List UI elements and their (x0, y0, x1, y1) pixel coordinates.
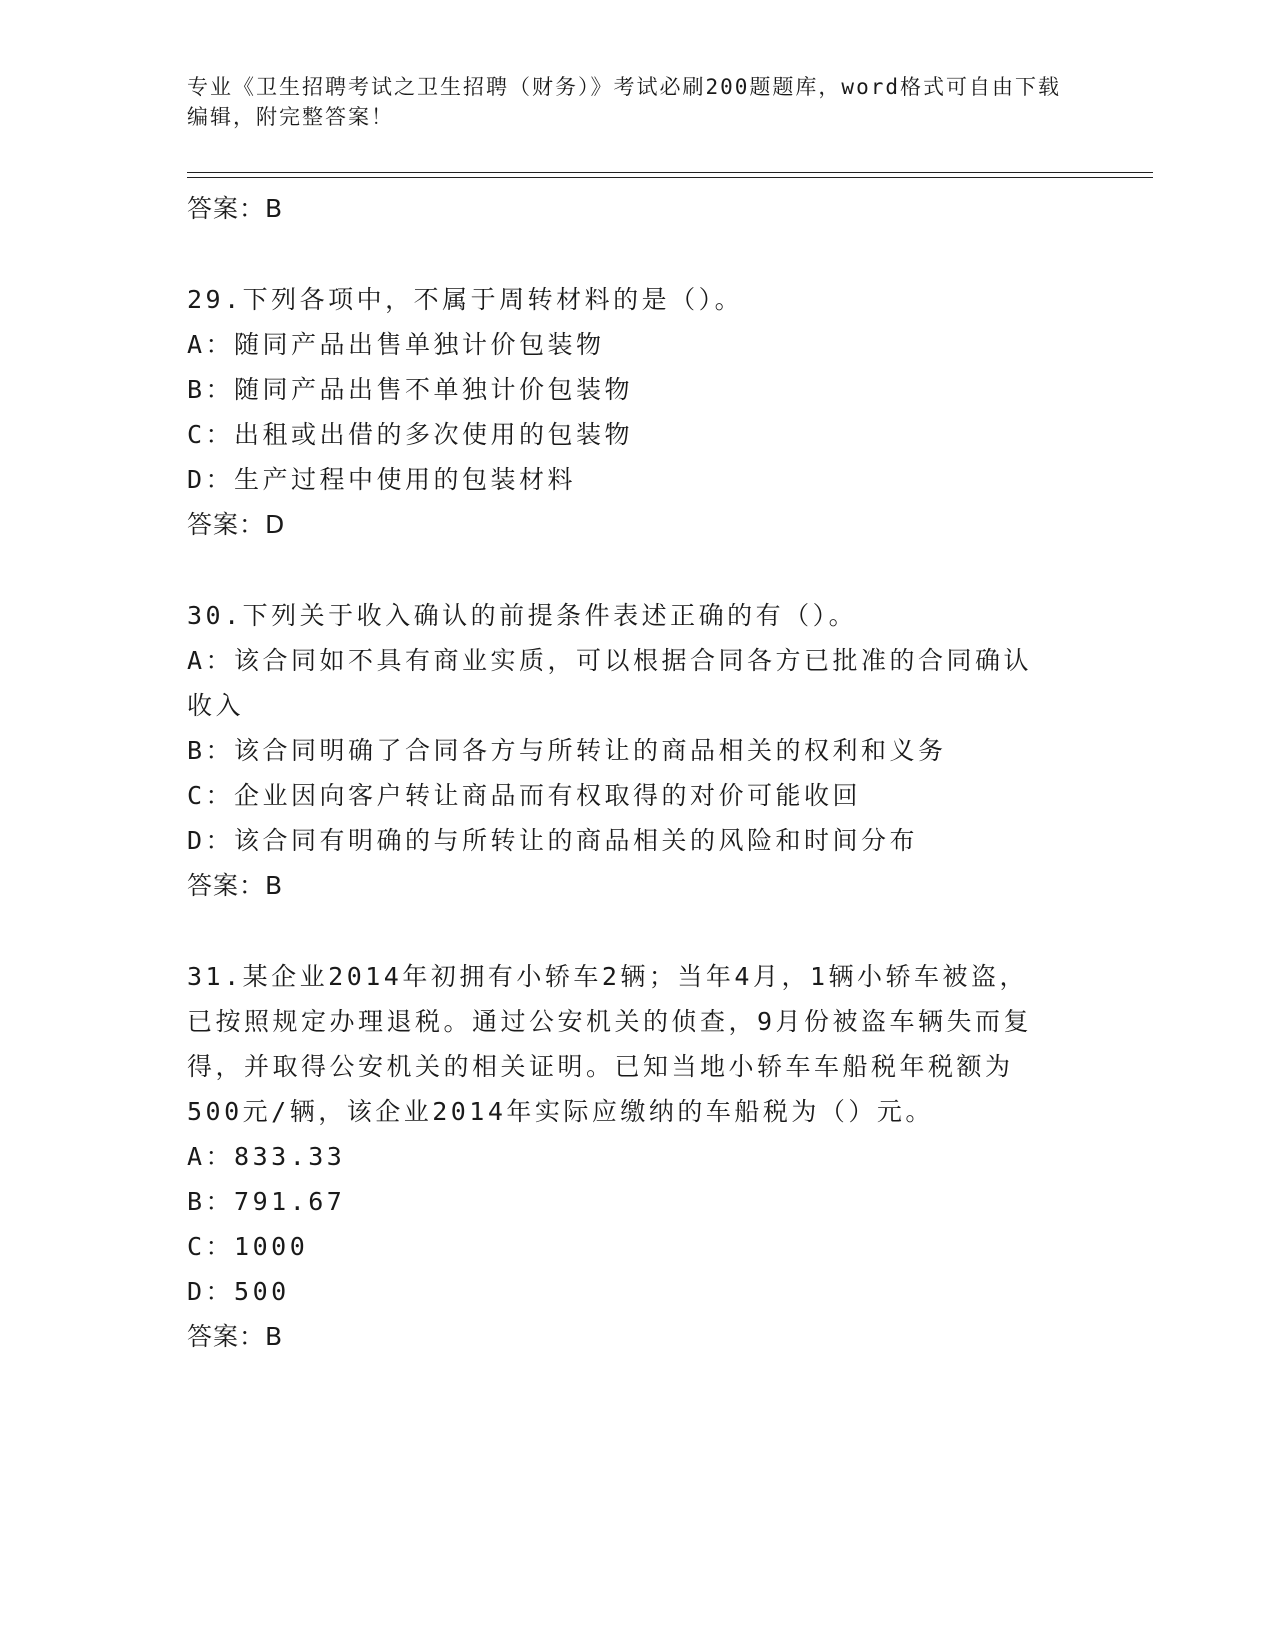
option-a: A：833.33 (187, 1142, 346, 1171)
header-text: 专业《卫生招聘考试之卫生招聘（财务）》考试必刷200题题库，word格式可自由下载编辑，附完整答案！ (187, 75, 1061, 129)
option-b: B：随同产品出售不单独计价包装物 (187, 375, 634, 404)
header-rule-top (187, 172, 1153, 173)
option-c: C：企业因向客户转让商品而有权取得的对价可能收回 (187, 781, 862, 810)
question-30 (187, 593, 1087, 908)
option-b: B：791.67 (187, 1187, 346, 1216)
question-stem: 31.某企业2014年初拥有小轿车2辆；当年4月，1辆小轿车被盗，已按照规定办理退税。通过公安机关的侦查，9月份被盗车辆失而复得，并取得公安机关的相关证明。已知当地小轿车车船税年税额为500元/辆，该企业2014年实际应缴纳的车船税为（）元。 (187, 962, 1033, 1126)
option-d: D：该合同有明确的与所转让的商品相关的风险和时间分布 (187, 826, 919, 855)
answer-prev: 答案：B (187, 194, 284, 223)
option-a: A：该合同如不具有商业实质，可以根据合同各方已批准的合同确认收入 (187, 646, 1033, 720)
document-body (187, 186, 1087, 1359)
header-rule-bottom (187, 177, 1153, 178)
option-d: D：500 (187, 1277, 290, 1306)
option-d: D：生产过程中使用的包装材料 (187, 465, 577, 494)
document-header (187, 72, 1067, 132)
option-b: B：该合同明确了合同各方与所转让的商品相关的权利和义务 (187, 736, 947, 765)
question-31 (187, 954, 1087, 1359)
option-a: A：随同产品出售单独计价包装物 (187, 330, 605, 359)
option-c: C：1000 (187, 1232, 309, 1261)
answer: 答案：B (187, 871, 284, 900)
option-c: C：出租或出借的多次使用的包装物 (187, 420, 634, 449)
question-stem: 30.下列关于收入确认的前提条件表述正确的有（）。 (187, 601, 858, 630)
question-29 (187, 277, 1087, 547)
answer: 答案：D (187, 510, 286, 539)
question-stem: 29.下列各项中，不属于周转材料的是（）。 (187, 285, 744, 314)
answer: 答案：B (187, 1322, 284, 1351)
